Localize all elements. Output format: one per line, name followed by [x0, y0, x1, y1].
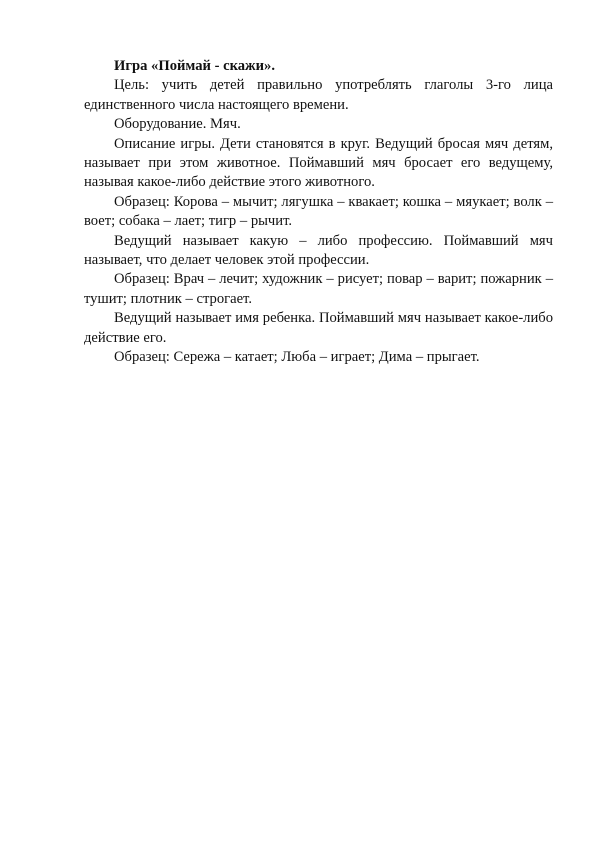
- paragraph-profession-examples: Образец: Врач – лечит; художник – рисует; повар – варит; пожарник – тушит; плотник – строгает.: [84, 271, 553, 307]
- document-body: [84, 57, 553, 368]
- paragraph-goal: Цель: учить детей правильно употреблять глаголы 3-го лица единственного числа настоящего времени.: [84, 77, 553, 113]
- paragraph-name-examples: Образец: Сережа – катает; Люба – играет; Дима – прыгает.: [114, 349, 480, 366]
- paragraph-name-rule: Ведущий называет имя ребенка. Поймавший мяч называет какое-либо действие его.: [84, 310, 553, 346]
- game-title: Игра «Поймай - скажи».: [114, 58, 275, 74]
- paragraph-description: Описание игры. Дети становятся в круг. Ведущий бросая мяч детям, называет при этом животное. Поймавший мяч бросает его ведущему, называя какое-либо действие этого животного.: [84, 135, 553, 191]
- paragraph-equipment: Оборудование. Мяч.: [114, 116, 241, 133]
- paragraph-profession-rule: Ведущий называет какую – либо профессию. Поймавший мяч называет, что делает человек этой профессии.: [84, 232, 553, 269]
- paragraph-animal-examples: Образец: Корова – мычит; лягушка – квакает; кошка – мяукает; волк – воет; собака – лает; тигр – рычит.: [84, 193, 553, 230]
